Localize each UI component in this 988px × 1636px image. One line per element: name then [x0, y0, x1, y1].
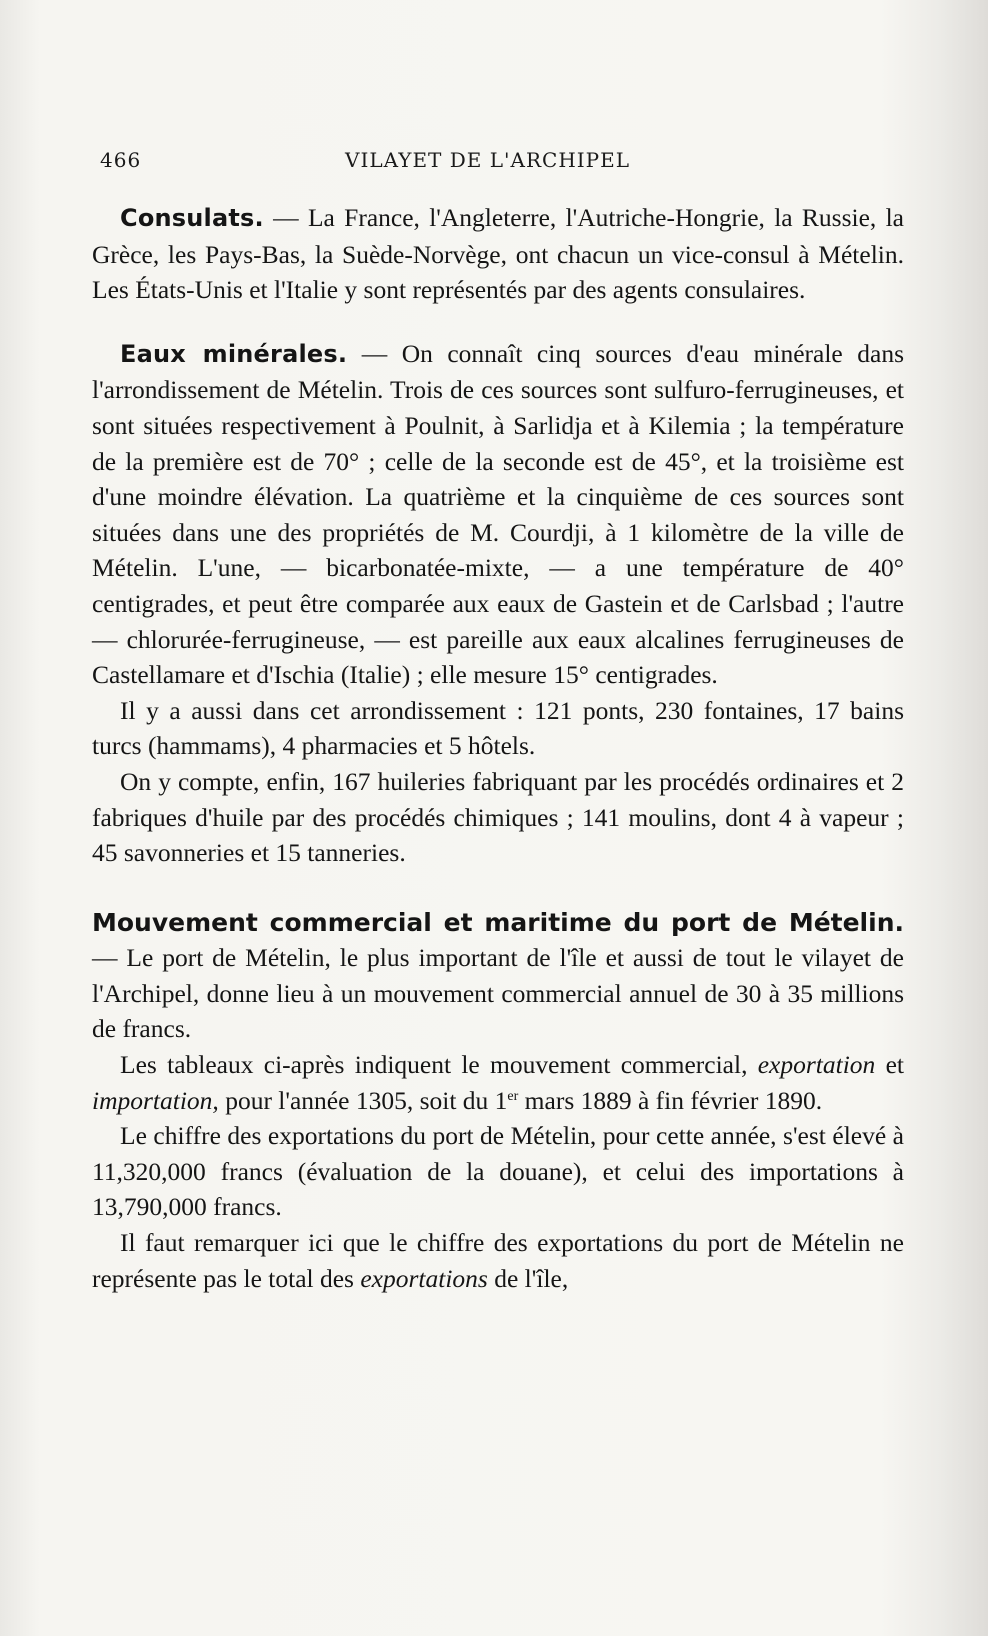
section-gap: [92, 871, 904, 905]
text-fragment: mars 1889 à fin février 1890.: [518, 1085, 823, 1115]
paragraph-ponts-fontaines: Il y a aussi dans cet arrondissement : 121 ponts, 230 fontaines, 17 bains turcs (hammams), 4 pharmacies et 5 hôtels.: [92, 695, 904, 761]
body-text: [92, 200, 904, 1296]
paragraph-tableaux: [92, 1047, 904, 1118]
running-title: VILAYET DE L'ARCHIPEL: [345, 148, 631, 172]
paragraph-consulats: [92, 200, 904, 308]
text-fragment: de l'île,: [487, 1263, 569, 1293]
paragraph-remarque: [92, 1225, 904, 1296]
italic-importation: importation,: [92, 1085, 219, 1115]
text-fragment: Les tableaux ci-après indiquent le mouvement commercial,: [120, 1050, 758, 1080]
section-gap: [92, 308, 904, 336]
heading-mouvement: Mouvement commercial et maritime du port de Mételin.: [92, 907, 904, 937]
text-fragment: pour l'année 1305, soit du 1: [218, 1085, 508, 1115]
superscript-er: er: [507, 1088, 519, 1104]
heading-eaux-minerales: Eaux minérales.: [120, 339, 348, 368]
text-mouvement: — Le port de Mételin, le plus important de l'île et aussi de tout le vilayet de l'Archipel, donne lieu à un mouvement commercial annuel de 30 à 35 millions de francs.: [92, 943, 904, 1044]
italic-exportation: exportation: [757, 1050, 876, 1080]
text-fragment: Il faut remarquer ici que le chiffre des exportations du port de Mételin ne représente pas le total des: [92, 1228, 904, 1293]
paragraph-eaux-minerales: [92, 336, 904, 693]
paragraph-chiffre-exportations: Le chiffre des exportations du port de Mételin, pour cette année, s'est élevé à 11,320,000 francs (évaluation de la douane), et celui des importations à 13,790,000 francs.: [92, 1121, 904, 1222]
text-consulats: — La France, l'Angleterre, l'Autriche-Hongrie, la Russie, la Grèce, les Pays-Bas, la Suède-Norvège, ont chacun un vice-consul à Mételin. Les États-Unis et l'Italie y sont représentés par des agents consulaires.: [92, 203, 904, 305]
paragraph-mouvement: [92, 905, 904, 1047]
heading-consulats: Consulats.: [120, 204, 264, 232]
paragraph-huileries: On y compte, enfin, 167 huileries fabriquant par les procédés ordinaires et 2 fabriques d'huile par des procédés chimiques ; 141 moulins, dont 4 à vapeur ; 45 savonneries et 15 tanneries.: [92, 766, 904, 868]
text-fragment: et: [875, 1050, 905, 1080]
page-number: 466: [100, 148, 142, 172]
text-eaux-minerales: — On connaît cinq sources d'eau minérale dans l'arrondissement de Mételin. Trois de ces sources sont sulfuro-ferrugineuses, et sont situées respectivement à Poulnit, à Sarlidja et à Kilemia ; la température de la première est de 70° ; celle de la seconde est de 45°, et la troisième est d'une moindre élévation. La quatrième et la cinquième de ces sources sont situées dans une des propriétés de M. Courdji, à 1 kilomètre de la ville de Mételin. L'une, — bicarbonatée-mixte, — a une température de 40° centigrades, et peut être comparée aux eaux de Gastein et de Carlsbad ; l'autre — chlorurée-ferrugineuse, — est pareille aux eaux alcalines ferrugineuses de Castellamare et d'Ischia (Italie) ; elle mesure 15° centigrades.: [92, 338, 905, 690]
italic-exportations: exportations: [360, 1263, 488, 1293]
